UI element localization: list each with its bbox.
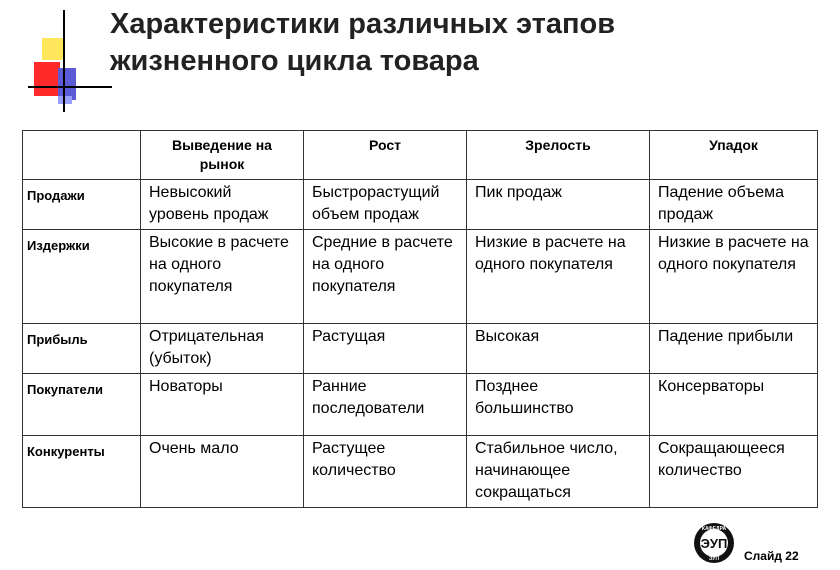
row-label-sales: Продажи <box>23 180 141 230</box>
header-cell-empty <box>23 131 141 180</box>
decor-lightblue-square <box>58 96 72 104</box>
table-cell: Ранние последователи <box>304 374 467 436</box>
table-cell: Сокращающееся количество <box>650 436 818 508</box>
row-label-buyers: Покупатели <box>23 374 141 436</box>
header-cell-maturity: Зрелость <box>467 131 650 180</box>
table-cell: Очень мало <box>141 436 304 508</box>
table-row <box>23 230 818 324</box>
table-cell: Падение объема продаж <box>650 180 818 230</box>
table-row <box>23 180 818 230</box>
table-cell: Падение прибыли <box>650 324 818 374</box>
decor-horizontal-line <box>28 86 112 88</box>
table-cell: Растущая <box>304 324 467 374</box>
row-label-competitors: Конкуренты <box>23 436 141 508</box>
table-cell: Растущее количество <box>304 436 467 508</box>
row-label-costs: Издержки <box>23 230 141 324</box>
row-label-profit: Прибыль <box>23 324 141 374</box>
table-cell: Новаторы <box>141 374 304 436</box>
table-cell: Невысокий уровень продаж <box>141 180 304 230</box>
decor-yellow-square <box>42 38 64 60</box>
table-cell: Консерваторы <box>650 374 818 436</box>
table-row <box>23 324 818 374</box>
table-row <box>23 374 818 436</box>
table-cell: Низкие в расчете на одного покупателя <box>650 230 818 324</box>
table-cell: Высокие в расчете на одного покупателя <box>141 230 304 324</box>
header-cell-introduction: Выведение на рынок <box>141 131 304 180</box>
title-line-1: Характеристики различных этапов <box>110 8 616 40</box>
title-line-2: жизненного цикла товара <box>110 45 479 77</box>
page-title <box>110 6 810 80</box>
table-cell: Средние в расчете на одного покупателя <box>304 230 467 324</box>
table-cell: Позднее большинство <box>467 374 650 436</box>
decor-vertical-line <box>63 10 65 112</box>
logo-bottom-text: ЭУП <box>708 556 720 562</box>
header-cell-decline: Упадок <box>650 131 818 180</box>
table-row <box>23 436 818 508</box>
table-cell: Стабильное число, начинающее сокращаться <box>467 436 650 508</box>
department-logo-icon <box>689 521 739 565</box>
table-cell: Высокая <box>467 324 650 374</box>
table-cell: Отрицательная (убыток) <box>141 324 304 374</box>
slide-number: Слайд 22 <box>744 549 799 563</box>
logo-text: ЭУП <box>700 536 728 551</box>
table-header-row <box>23 131 818 180</box>
table-cell: Быстрорастущий объем продаж <box>304 180 467 230</box>
table-cell: Низкие в расчете на одного покупателя <box>467 230 650 324</box>
logo-top-text: КАФЕДРА <box>701 526 727 532</box>
decor-red-square <box>34 62 60 96</box>
table-cell: Пик продаж <box>467 180 650 230</box>
lifecycle-table <box>22 130 818 508</box>
header-cell-growth: Рост <box>304 131 467 180</box>
